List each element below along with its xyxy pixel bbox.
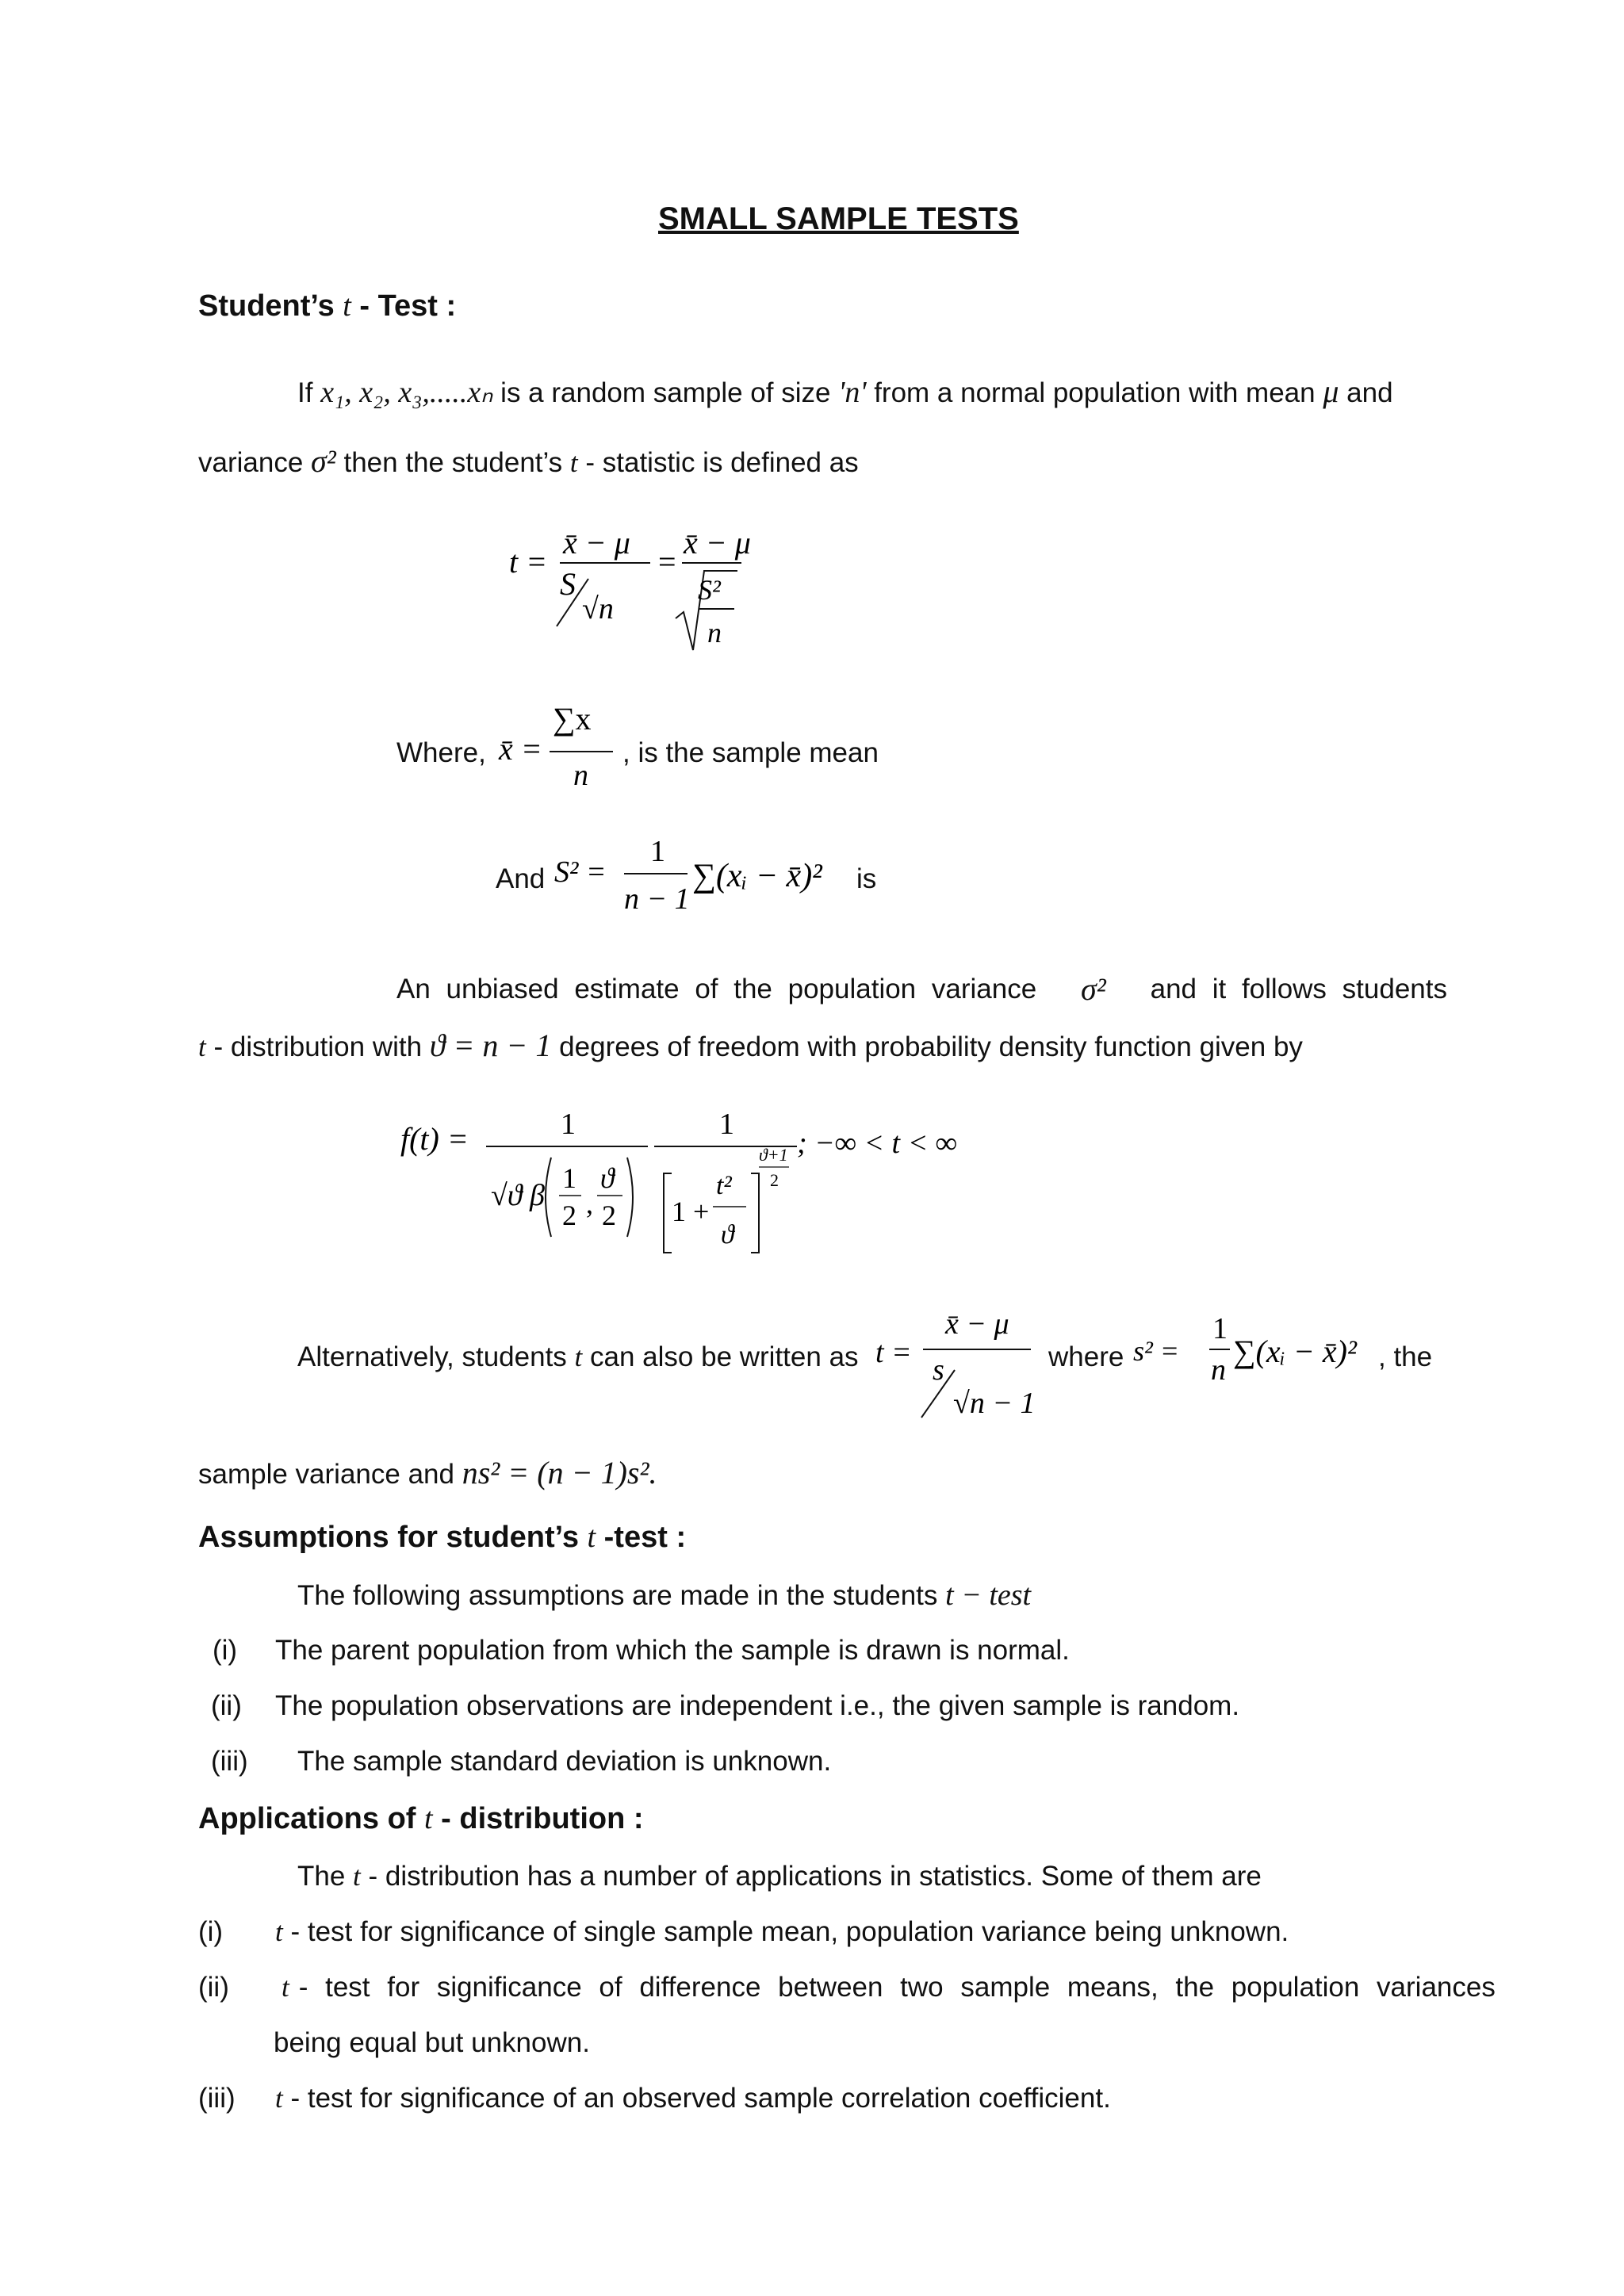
text: - test for significance of difference between two sample means, the population variances — [298, 1972, 1496, 2003]
text: degrees of freedom with probability density function given by — [559, 1031, 1303, 1062]
eq-theta: ϑ — [600, 1162, 615, 1194]
sample-sequence: x₁, x₂, x₃,.....xₙ — [320, 376, 493, 409]
assumption-item — [211, 1744, 248, 1779]
pdf-equation — [393, 1094, 995, 1276]
t-symbol: t — [282, 1972, 289, 2003]
eq-s2-eq: s² = — [1133, 1335, 1180, 1367]
eq-sqrt-theta-beta: √ϑ β — [491, 1179, 545, 1212]
text: - statistic is defined as — [585, 447, 859, 478]
t-test-symbol: t − test — [945, 1578, 1032, 1612]
eq-two: 2 — [602, 1200, 616, 1231]
eq-numerator: x̄ − μ — [945, 1307, 1009, 1341]
alt-the: , the — [1378, 1341, 1433, 1372]
eq-t2: t² — [716, 1171, 732, 1200]
sigma-squared: σ² — [1081, 971, 1106, 1007]
text: - distribution has a number of applications in statistics. Some of them are — [368, 1861, 1262, 1892]
eq-one: 1 — [650, 835, 665, 868]
assumption-item-text: The parent population from which the sample is drawn is normal. — [275, 1635, 1070, 1666]
eq-numerator: x̄ − μ — [563, 525, 630, 561]
heading-var: t — [587, 1521, 596, 1554]
section-heading-assumptions — [198, 1520, 686, 1555]
t-symbol: t — [353, 1861, 361, 1892]
sample-variance-line — [198, 1456, 657, 1492]
eq-sqrt-n: √n — [582, 592, 614, 626]
eq-one: 1 — [561, 1108, 576, 1141]
eq-n: n — [707, 617, 722, 649]
heading-text-post: -test : — [603, 1521, 687, 1554]
t-symbol: t — [574, 1341, 583, 1372]
alt-where: where — [1048, 1341, 1124, 1372]
sample-mean-equation — [496, 691, 622, 802]
section-heading-applications — [198, 1801, 644, 1836]
text: - test for significance of an observed sample correlation coefficient. — [290, 2083, 1111, 2114]
assumption-item — [213, 1633, 237, 1668]
eq-t-equals: t = — [509, 544, 548, 580]
application-item-number: (i) — [198, 1916, 224, 1947]
heading-var: t — [343, 289, 351, 323]
t-symbol: t — [275, 1916, 283, 1947]
right-bracket — [751, 1173, 759, 1253]
text: is a random sample of size — [500, 377, 831, 408]
eq-theta-den: ϑ — [721, 1220, 734, 1249]
eq-exp-den: 2 — [770, 1170, 779, 1190]
heading-text-post: - Test : — [359, 289, 457, 323]
assumption-item-text: The sample standard deviation is unknown. — [297, 1746, 832, 1777]
text: variance — [198, 447, 304, 478]
text: can also be written as — [590, 1341, 859, 1372]
item-number: (ii) — [211, 1690, 242, 1721]
eq-n-minus-1: n − 1 — [624, 882, 690, 916]
text: and — [1346, 377, 1393, 408]
eq-sum-squares: ∑(xᵢ − x̄)² — [1233, 1334, 1357, 1369]
t-statistic-equation — [500, 515, 753, 666]
alt-text — [297, 1340, 859, 1375]
item-number: (i) — [213, 1635, 238, 1666]
where-label: Where, — [396, 737, 486, 768]
sigma-squared: σ² — [311, 443, 336, 479]
heading-text: Applications of — [198, 1802, 416, 1835]
application-item-text-cont: being equal but unknown. — [274, 2027, 590, 2058]
t-symbol-wrap — [282, 1970, 289, 2005]
eq-half-den: 2 — [562, 1200, 576, 1231]
heading-text: Assumptions for student’s — [198, 1521, 579, 1554]
paragraph-intro-line1 — [297, 374, 1393, 411]
eq-xbar-eq: x̄ = — [499, 731, 542, 767]
application-item-text — [275, 1915, 1289, 1950]
eq-equals: = — [658, 544, 676, 580]
eq-exp-num: ϑ+1 — [759, 1145, 788, 1165]
assumption-item — [211, 1689, 242, 1724]
eq-sqrt-n-minus-1: √n − 1 — [953, 1387, 1036, 1420]
mu-symbol: μ — [1323, 373, 1339, 409]
application-item-text — [275, 2081, 1111, 2116]
eq-t-equals: t = — [875, 1336, 912, 1369]
assumptions-intro — [297, 1578, 1031, 1613]
eq-s: s — [933, 1353, 944, 1387]
heading-var: t — [424, 1802, 433, 1835]
text: and it follows students — [1150, 974, 1447, 1004]
and-label: And — [496, 863, 546, 894]
eq-one: 1 — [1212, 1312, 1228, 1345]
text: The — [297, 1861, 346, 1892]
page-title: SMALL SAMPLE TESTS — [658, 201, 1019, 236]
left-paren — [546, 1158, 551, 1237]
text: - distribution with — [213, 1031, 423, 1062]
eq-half-num: 1 — [562, 1162, 576, 1194]
text: The following assumptions are made in the students — [297, 1580, 938, 1611]
eq-range: ; −∞ < t < ∞ — [797, 1127, 957, 1160]
eq-ns2: ns² = (n − 1)s². — [462, 1455, 657, 1490]
item-number: (iii) — [211, 1746, 248, 1777]
eq-n: n — [1211, 1353, 1226, 1387]
text: - test for significance of single sample mean, population variance being unknown. — [290, 1916, 1289, 1947]
paragraph-unbiased-line1 — [396, 972, 1447, 1007]
eq-s-squared: S² — [698, 574, 721, 606]
eq-sum-squares: ∑(xᵢ − x̄)² — [692, 858, 822, 894]
eq-n: n — [573, 759, 588, 792]
text: from a normal population with mean — [874, 377, 1316, 408]
alt-t-equation — [872, 1300, 1047, 1427]
assumption-item-text: The population observations are independent i.e., the given sample is random. — [275, 1690, 1240, 1721]
paragraph-unbiased-line2 — [198, 1028, 1303, 1065]
text: Alternatively, students — [297, 1341, 567, 1372]
comma: , — [586, 1188, 593, 1219]
text: then the student’s — [343, 447, 563, 478]
paragraph-intro-line2 — [198, 444, 859, 480]
eq-numerator-2: x̄ − μ — [684, 525, 751, 561]
eq-sum-x: ∑x — [553, 701, 592, 737]
eq-one-b: 1 — [719, 1108, 734, 1141]
heading-text: Student’s — [198, 289, 335, 323]
left-bracket — [664, 1173, 672, 1253]
application-item-number: (ii) — [198, 1972, 229, 2003]
section-heading-t-test — [198, 289, 456, 323]
text: sample variance and — [198, 1459, 454, 1490]
heading-text-post: - distribution : — [441, 1802, 644, 1835]
t-symbol: t — [569, 447, 578, 478]
where-tail: , is the sample mean — [622, 737, 879, 768]
eq-one-plus: 1 + — [672, 1196, 710, 1227]
application-item-text — [282, 1970, 1496, 2005]
variance-equation — [551, 825, 860, 928]
and-tail: is — [856, 863, 877, 894]
t-symbol: t — [198, 1031, 206, 1062]
right-paren — [627, 1158, 633, 1237]
text: An unbiased estimate of the population variance — [396, 974, 1037, 1004]
degrees-of-freedom: ϑ = n − 1 — [429, 1027, 552, 1063]
applications-intro — [297, 1859, 1262, 1894]
application-item-number: (iii) — [198, 2083, 236, 2114]
t-symbol: t — [275, 2083, 283, 2114]
eq-f-t: f(t) = — [400, 1121, 469, 1157]
sample-size-symbol: 'n' — [838, 376, 867, 409]
alt-variance-equation — [1130, 1300, 1384, 1395]
eq-s2-eq: S² = — [554, 855, 607, 889]
text: If — [297, 377, 313, 408]
eq-s: S — [560, 566, 576, 602]
